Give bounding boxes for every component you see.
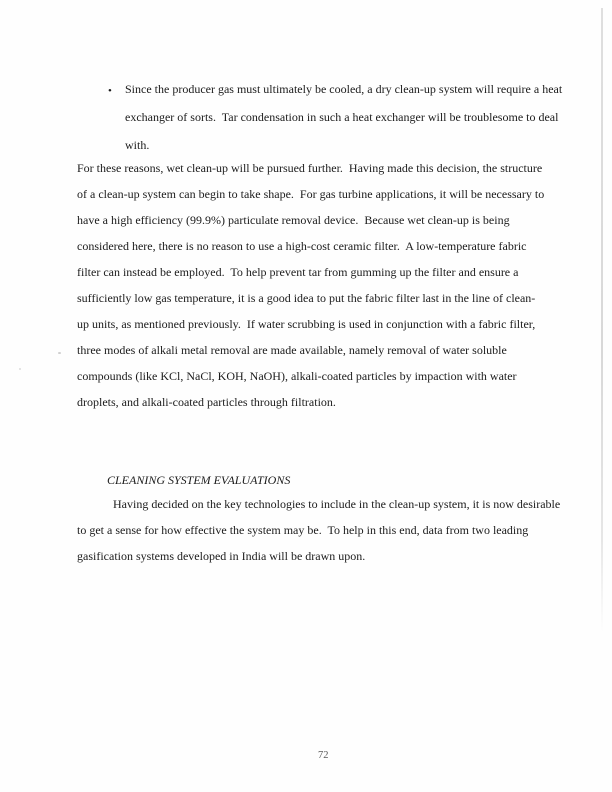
- bullet-item-text: [125, 75, 562, 159]
- text-line: gasification systems developed in India will be drawn upon.: [77, 549, 366, 563]
- text-line: Having decided on the key technologies to include in the clean-up system, it is now desirable: [113, 497, 561, 511]
- text-line: three modes of alkali metal removal are made available, namely removal of water soluble: [77, 343, 507, 357]
- section-heading: CLEANING SYSTEM EVALUATIONS: [107, 473, 291, 487]
- text-line: of a clean-up system can begin to take shape. For gas turbine applications, it will be necessary to: [77, 187, 545, 201]
- scan-artifact-dot: [58, 352, 61, 354]
- text-line: Since the producer gas must ultimately be cooled, a dry clean-up system will require a heat: [125, 82, 563, 96]
- text-line: with.: [125, 138, 150, 152]
- text-line: considered here, there is no reason to use a high-cost ceramic filter. A low-temperature fabric: [77, 239, 527, 253]
- body-paragraph-1: [77, 155, 544, 415]
- body-paragraph-2: [77, 491, 560, 569]
- text-line: sufficiently low gas temperature, it is a good idea to put the fabric filter last in the line of clean-: [77, 291, 536, 305]
- scan-artifact-line: [601, 8, 603, 633]
- scan-artifact-dot: [19, 368, 21, 370]
- text-line: For these reasons, wet clean-up will be pursued further. Having made this decision, the structure: [77, 161, 543, 175]
- text-line: droplets, and alkali-coated particles through filtration.: [77, 395, 336, 409]
- text-line: have a high efficiency (99.9%) particulate removal device. Because wet clean-up is being: [77, 213, 510, 227]
- text-line: to get a sense for how effective the system may be. To help in this end, data from two leading: [77, 523, 529, 537]
- page-number: 72: [318, 750, 329, 761]
- text-line: compounds (like KCl, NaCl, KOH, NaOH), alkali-coated particles by impaction with water: [77, 369, 517, 383]
- text-line: exchanger of sorts. Tar condensation in such a heat exchanger will be troublesome to deal: [125, 110, 559, 124]
- bullet-icon: •: [108, 85, 112, 97]
- text-line: up units, as mentioned previously. If water scrubbing is used in conjunction with a fabric filter,: [77, 317, 536, 331]
- text-line: filter can instead be employed. To help prevent tar from gumming up the filter and ensure a: [77, 265, 519, 279]
